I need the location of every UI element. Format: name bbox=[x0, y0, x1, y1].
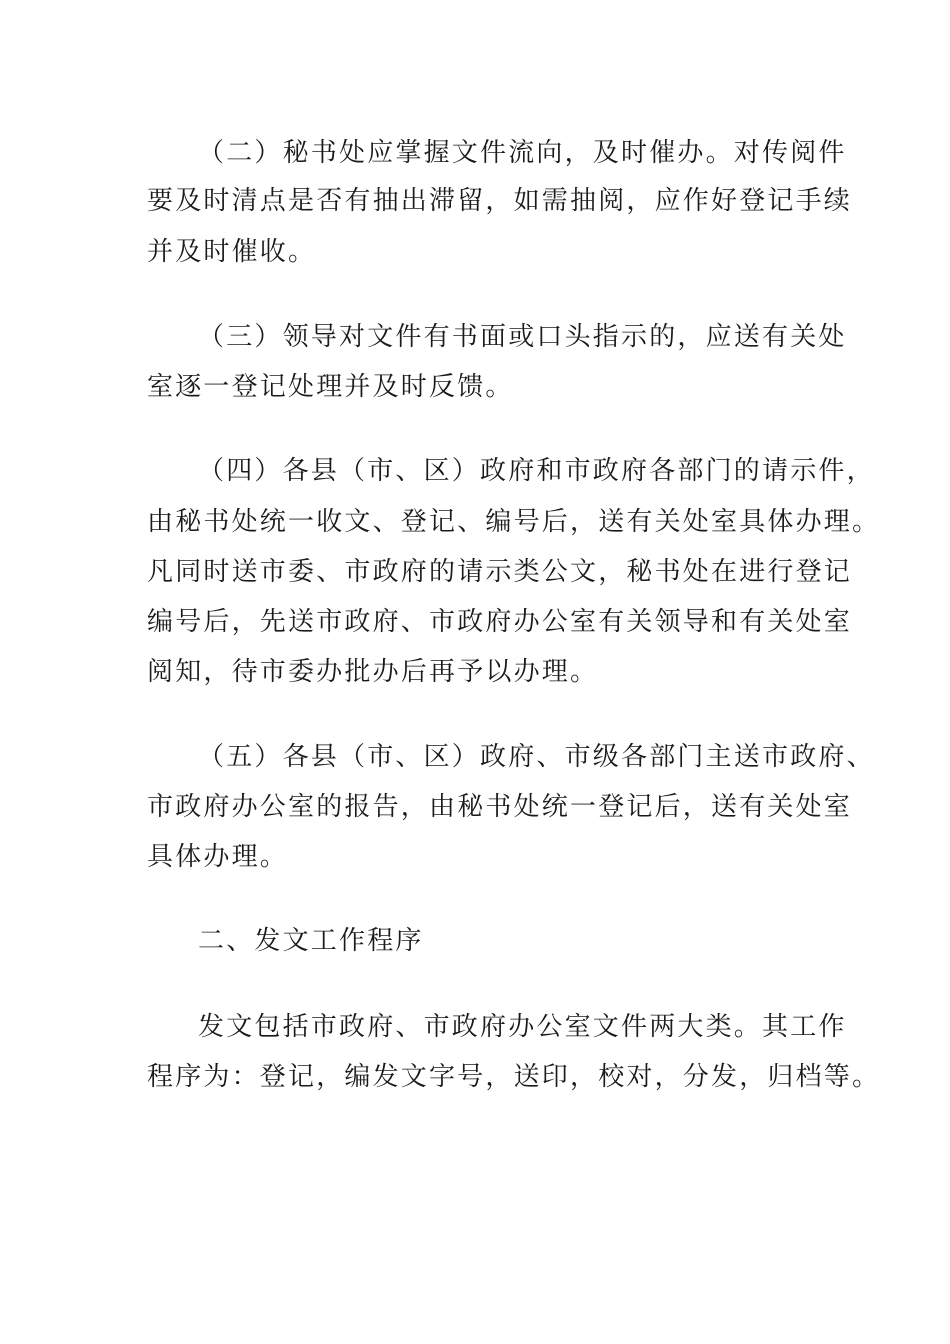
paragraph-3-line-1: （三）领导对文件有书面或口头指示的，应送有关处 bbox=[198, 322, 847, 352]
paragraph-2-line-3: 并及时催收。 bbox=[147, 237, 317, 267]
section-heading: 二、发文工作程序 bbox=[198, 926, 424, 956]
paragraph-6-line-1: 发文包括市政府、市政府办公室文件两大类。其工作 bbox=[198, 1012, 847, 1042]
paragraph-2-line-2: 要及时清点是否有抽出滞留，如需抽阅，应作好登记手续 bbox=[147, 186, 853, 216]
paragraph-3-line-2: 室逐一登记处理并及时反馈。 bbox=[147, 372, 514, 402]
paragraph-4-line-2: 由秘书处统一收文、登记、编号后，送有关处室具体办理。 bbox=[147, 507, 881, 537]
paragraph-4-line-1: （四）各县（市、区）政府和市政府各部门的请示件， bbox=[198, 456, 875, 486]
paragraph-4-line-3: 凡同时送市委、市政府的请示类公文，秘书处在进行登记 bbox=[147, 557, 853, 587]
paragraph-5-line-3: 具体办理。 bbox=[147, 842, 289, 872]
paragraph-4-line-5: 阅知，待市委办批办后再予以办理。 bbox=[147, 657, 599, 687]
paragraph-6-line-2: 程序为：登记，编发文字号，送印，校对，分发，归档等。 bbox=[147, 1062, 881, 1092]
paragraph-2-line-1: （二）秘书处应掌握文件流向，及时催办。对传阅件 bbox=[198, 138, 847, 168]
paragraph-5-line-2: 市政府办公室的报告，由秘书处统一登记后，送有关处室 bbox=[147, 792, 853, 822]
paragraph-4-line-4: 编号后，先送市政府、市政府办公室有关领导和有关处室 bbox=[147, 607, 853, 637]
paragraph-5-line-1: （五）各县（市、区）政府、市级各部门主送市政府、 bbox=[198, 742, 875, 772]
